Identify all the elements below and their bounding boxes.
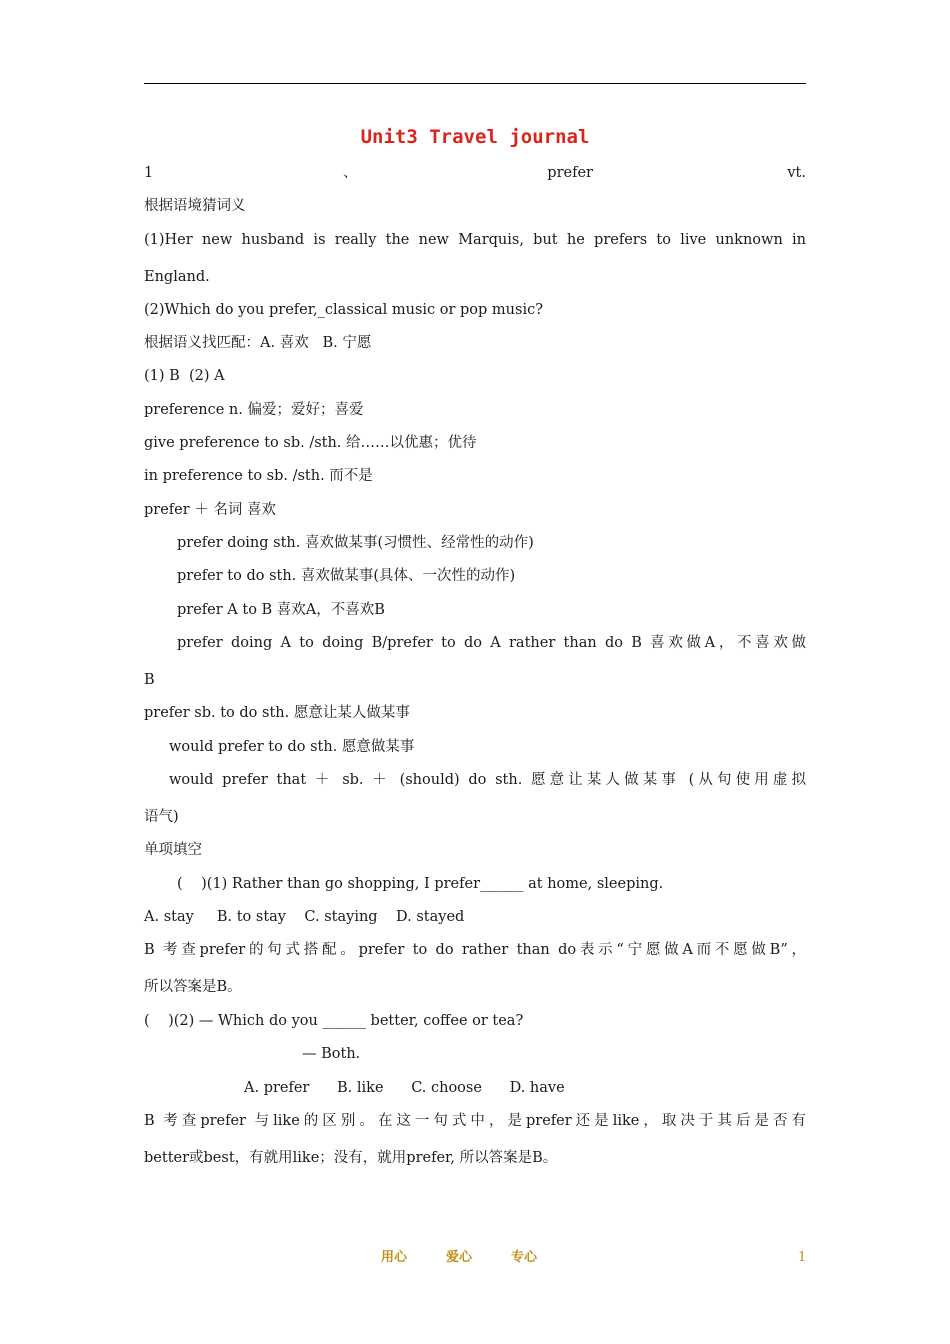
text-line: 1、prefer vt. <box>144 165 806 181</box>
text-line: prefer ＋ 名词 喜欢 <box>144 502 277 518</box>
text-line: would prefer to do sth. 愿意做某事 <box>169 739 415 755</box>
text-line: B 考查prefer的句式搭配。prefer to do rather than do表示“宁愿做A而不愿做B”， <box>144 942 806 958</box>
text-line: better或best，有就用like；没有，就用prefer, 所以答案是B。 <box>144 1150 558 1166</box>
text-line: ( )(1) Rather than go shopping, I prefer______ at home, sleeping. <box>177 876 664 892</box>
text-line: give preference to sb. /sth. 给……以优惠；优待 <box>144 435 477 451</box>
text-line: prefer sb. to do sth. 愿意让某人做某事 <box>144 705 410 721</box>
text-line: preference n. 偏爱；爱好；喜爱 <box>144 402 364 418</box>
footer-item: 爱心 <box>446 1250 473 1265</box>
text-line: England. <box>144 269 210 285</box>
text-line: 根据语境猜词义 <box>144 198 246 214</box>
text-line: A. stay B. to stay C. staying D. stayed <box>144 909 465 925</box>
text-line: in preference to sb. /sth. 而不是 <box>144 468 373 484</box>
header-rule <box>144 83 806 84</box>
text-line: B <box>144 672 155 688</box>
text-line: would prefer that ＋ sb. ＋ (should) do sth. 愿意让某人做某事 (从句使用虚拟 <box>169 772 806 788</box>
text-line: 单项填空 <box>144 842 202 858</box>
text-line: A. prefer B. like C. choose D. have <box>244 1080 565 1096</box>
page-number: 1 <box>798 1250 807 1265</box>
text-line: 所以答案是B。 <box>144 979 242 995</box>
text-line: — Both. <box>302 1046 361 1062</box>
page-title: Unit3 Travel journal <box>360 126 590 148</box>
text-line: prefer to do sth. 喜欢做某事(具体、一次性的动作) <box>177 568 516 584</box>
text-line: prefer doing A to doing B/prefer to do A rather than do B 喜欢做A，不喜欢做 <box>177 635 806 651</box>
text-line: ( )(2) — Which do you ______ better, coffee or tea? <box>144 1013 524 1029</box>
text-line: prefer A to B 喜欢A，不喜欢B <box>177 602 385 618</box>
footer-item: 专心 <box>511 1250 538 1265</box>
text-line: 语气) <box>144 809 179 825</box>
text-line: B 考查prefer 与like的区别。在这一句式中，是prefer还是like，取决于其后是否有 <box>144 1113 806 1129</box>
text-line: (1) B (2) A <box>144 368 225 384</box>
footer-item: 用心 <box>381 1250 408 1265</box>
text-line: (1)Her new husband is really the new Marquis, but he prefers to live unknown in <box>144 232 806 248</box>
text-line: 根据语义找匹配：A. 喜欢 B. 宁愿 <box>144 335 372 351</box>
text-line: prefer doing sth. 喜欢做某事(习惯性、经常性的动作) <box>177 535 534 551</box>
text-line: (2)Which do you prefer,_classical music or pop music? <box>144 302 543 318</box>
